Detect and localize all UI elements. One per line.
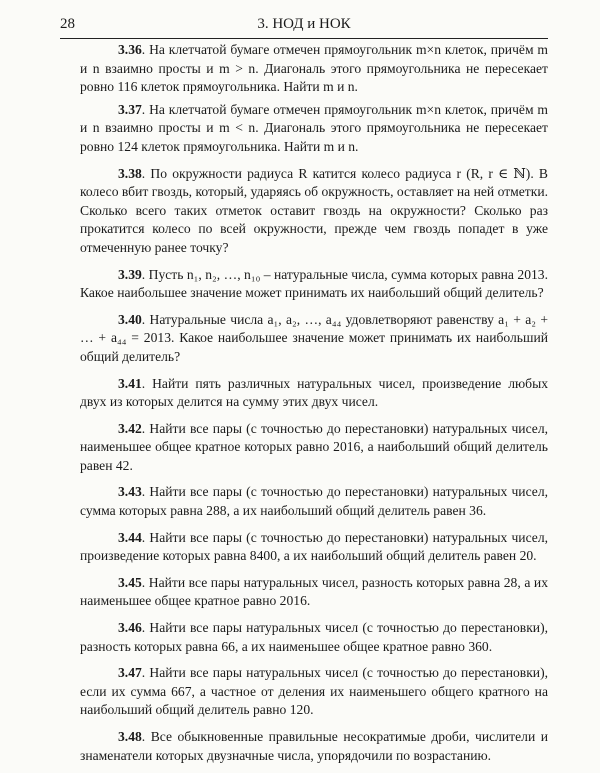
problem-text: . Натуральные числа a₁, a₂, …, a₄₄ удовлетворяют равенству a₁ + a₂ + … + a₄₄ = 2013. Какое наибольшее значение может принимать их наибольший общий делитель? bbox=[80, 311, 548, 364]
problem-3-44 bbox=[80, 529, 548, 566]
problem-3-37 bbox=[80, 101, 548, 157]
problem-number: 3.46 bbox=[118, 620, 142, 636]
problem-number: 3.36 bbox=[118, 42, 142, 57]
problem-text: . Найти все пары (с точностью до перестановки) натуральных чисел, произведение которых равна 8400, а их наибольший общий делитель равен 20. bbox=[80, 529, 548, 564]
problem-number: 3.39 bbox=[118, 266, 142, 282]
problem-text: . Все обыкновенные правильные несократимые дроби, числители и знаменатели которых двузначные числа, упорядочили по возрастанию. bbox=[80, 729, 548, 763]
problem-3-48 bbox=[80, 728, 548, 765]
problem-text: . Найти все пары натуральных чисел (с точностью до перестановки), если их сумма 667, а частное от деления их наименьшего общего кратного на наибольший общий делитель равно 120. bbox=[80, 665, 548, 718]
problem-3-46 bbox=[80, 619, 548, 656]
problem-text: . Пусть n₁, n₂, …, n₁₀ – натуральные числа, сумма которых равна 2013. Какое наибольшее значение может принимать их наибольший общий делитель? bbox=[80, 266, 548, 301]
problem-3-47 bbox=[80, 664, 548, 720]
problem-text: . Найти все пары (с точностью до перестановки) натуральных чисел, наименьшее общее кратное которых равно 2016, а наибольший общий делитель равен 42. bbox=[80, 420, 548, 473]
problem-number: 3.45 bbox=[118, 574, 142, 590]
problem-number: 3.43 bbox=[118, 484, 142, 500]
problem-number: 3.38 bbox=[118, 165, 142, 181]
page-number: 28 bbox=[60, 16, 75, 32]
problem-number: 3.48 bbox=[118, 729, 142, 744]
problem-3-45 bbox=[80, 574, 548, 611]
problem-number: 3.42 bbox=[118, 420, 142, 436]
problem-3-42 bbox=[80, 420, 548, 476]
chapter-title: 3. НОД и НОК bbox=[257, 16, 351, 32]
page-header bbox=[60, 14, 548, 39]
problems-list bbox=[80, 41, 548, 773]
problem-3-41 bbox=[80, 375, 548, 412]
problem-number: 3.40 bbox=[118, 311, 142, 327]
problem-number: 3.37 bbox=[118, 101, 142, 117]
problem-text: . Найти все пары натуральных чисел (с точностью до перестановки), разность которых равна 66, а их наименьшее общее кратное равно 360. bbox=[80, 620, 548, 654]
problem-3-40 bbox=[80, 311, 548, 367]
problem-text: . На клетчатой бумаге отмечен прямоугольник m×n клеток, причём m и n взаимно просты и m > n. Диагональ этого прямоугольника не пересекает ровно 116 клеток прямоугольника. Найти m и n. bbox=[80, 42, 548, 95]
problem-3-36 bbox=[80, 41, 548, 97]
problem-text: . Найти все пары (с точностью до перестановки) натуральных чисел, сумма которых равна 288, а их наибольший общий делитель равен 36. bbox=[80, 484, 548, 519]
problem-text: . По окружности радиуса R катится колесо радиуса r (R, r ∈ ℕ). В колесо вбит гвоздь, который, ударяясь об окружность, оставляет на ней отметки. Сколько всего таких отметок оставит гвоздь на окружности? Сколько раз прокатится колесо по всей окружности, прежде чем гвоздь попадет в уже отмеченную ранее точку? bbox=[80, 165, 548, 255]
problem-number: 3.44 bbox=[118, 529, 142, 545]
problem-text: . Найти все пары натуральных чисел, разность которых равна 28, а их наименьшее общее кратное равно 2016. bbox=[80, 574, 548, 609]
problem-text: . На клетчатой бумаге отмечен прямоугольник m×n клеток, причём m и n взаимно просты и m < n. Диагональ этого прямоугольника не пересекает ровно 124 клеток прямоугольника. Найти m и n. bbox=[80, 101, 548, 154]
problem-3-39 bbox=[80, 266, 548, 303]
problem-number: 3.41 bbox=[118, 375, 142, 391]
problem-number: 3.47 bbox=[118, 665, 142, 681]
problem-3-43 bbox=[80, 483, 548, 520]
problem-text: . Найти пять различных натуральных чисел, произведение любых двух из которых делится на сумму этих двух чисел. bbox=[80, 375, 548, 410]
problem-3-38 bbox=[80, 165, 548, 258]
